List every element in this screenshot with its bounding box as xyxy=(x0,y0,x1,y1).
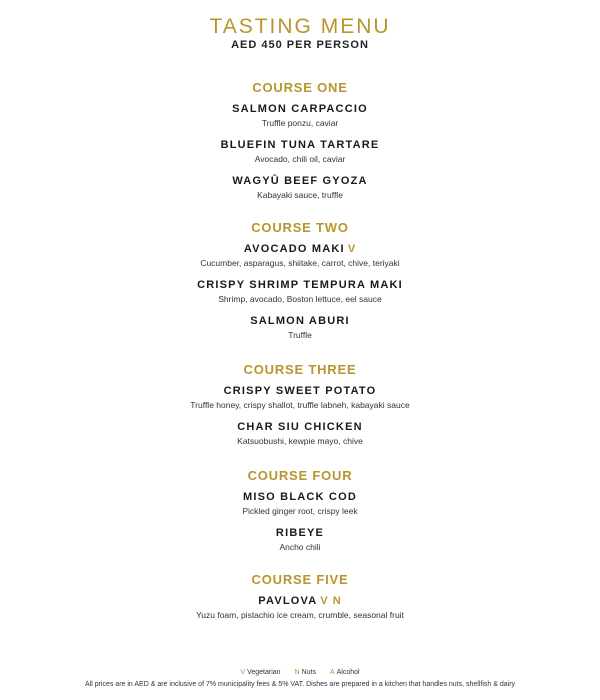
course-two xyxy=(0,220,600,351)
dish-item xyxy=(0,527,600,553)
course-title: COURSE FIVE xyxy=(251,572,349,587)
dish-name: PAVLOVA V N xyxy=(258,595,342,607)
dish-description: Kabayaki sauce, truffle xyxy=(257,190,343,200)
dish-name: RIBEYE xyxy=(275,527,325,539)
dish-name: CHAR SIU CHICKEN xyxy=(237,421,363,433)
dish-description: Yuzu foam, pistachio ice cream, crumble, seasonal fruit xyxy=(196,610,404,620)
legend-key: A xyxy=(329,669,335,676)
course-five xyxy=(0,572,600,631)
dietary-mark: V N xyxy=(320,595,342,607)
course-title: COURSE ONE xyxy=(252,80,348,95)
menu-title: TASTING MENU xyxy=(209,15,391,38)
dish-item xyxy=(0,385,600,411)
dish-item xyxy=(0,595,600,621)
dish-description: Ancho chili xyxy=(279,542,321,552)
dish-item xyxy=(0,279,600,305)
legend-key: N xyxy=(294,669,300,676)
legend-key: V xyxy=(240,669,246,676)
price-footnote: All prices are in AED & are inclusive of 7% municipality fees & 5% VAT. Dishes are prepared in a kitchen that handles nuts, shellfish & dairy xyxy=(84,681,516,688)
dish-description: Truffle ponzu, caviar xyxy=(261,118,339,128)
dish-item xyxy=(0,315,600,341)
dish-item xyxy=(0,491,600,517)
legend-item-nuts xyxy=(295,668,316,677)
dish-name: SALMON CARPACCIO xyxy=(232,103,368,115)
dish-item xyxy=(0,421,600,447)
course-one xyxy=(0,80,600,211)
menu-header xyxy=(0,14,600,52)
dish-item xyxy=(0,175,600,201)
legend-label: Vegetarian xyxy=(247,669,281,676)
course-three xyxy=(0,362,600,457)
dish-name: CRISPY SWEET POTATO xyxy=(223,385,377,397)
dish-item xyxy=(0,103,600,129)
dish-description: Cucumber, asparagus, shiitake, carrot, chive, teriyaki xyxy=(200,258,400,268)
dish-name: CRISPY SHRIMP TEMPURA MAKI xyxy=(197,279,403,291)
course-four xyxy=(0,468,600,563)
dish-description: Truffle honey, crispy shallot, truffle labneh, kabayaki sauce xyxy=(190,400,410,410)
legend-item-alcohol xyxy=(330,668,360,677)
dish-item xyxy=(0,139,600,165)
dietary-legend xyxy=(0,668,600,677)
dish-name: MISO BLACK COD xyxy=(243,491,357,503)
dish-description: Avocado, chili oil, caviar xyxy=(254,154,346,164)
course-title: COURSE FOUR xyxy=(247,468,353,483)
dietary-mark: V xyxy=(347,243,357,255)
dish-description: Shrimp, avocado, Boston lettuce, eel sauce xyxy=(218,294,382,304)
dish-item xyxy=(0,243,600,269)
legend-label: Nuts xyxy=(301,669,316,676)
dish-description: Truffle xyxy=(288,330,312,340)
course-title: COURSE THREE xyxy=(243,362,357,377)
menu-price: AED 450 PER PERSON xyxy=(231,39,369,51)
legend-item-vegetarian xyxy=(240,668,280,677)
dish-name: BLUEFIN TUNA TARTARE xyxy=(220,139,380,151)
dish-name: SALMON ABURI xyxy=(250,315,350,327)
legend-label: Alcohol xyxy=(336,669,360,676)
dish-description: Pickled ginger root, crispy leek xyxy=(242,506,358,516)
course-title: COURSE TWO xyxy=(251,220,349,235)
dish-name: AVOCADO MAKI V xyxy=(243,243,357,255)
dish-description: Katsuobushi, kewpie mayo, chive xyxy=(237,436,363,446)
dish-name: WAGYŪ BEEF GYOZA xyxy=(232,175,368,187)
